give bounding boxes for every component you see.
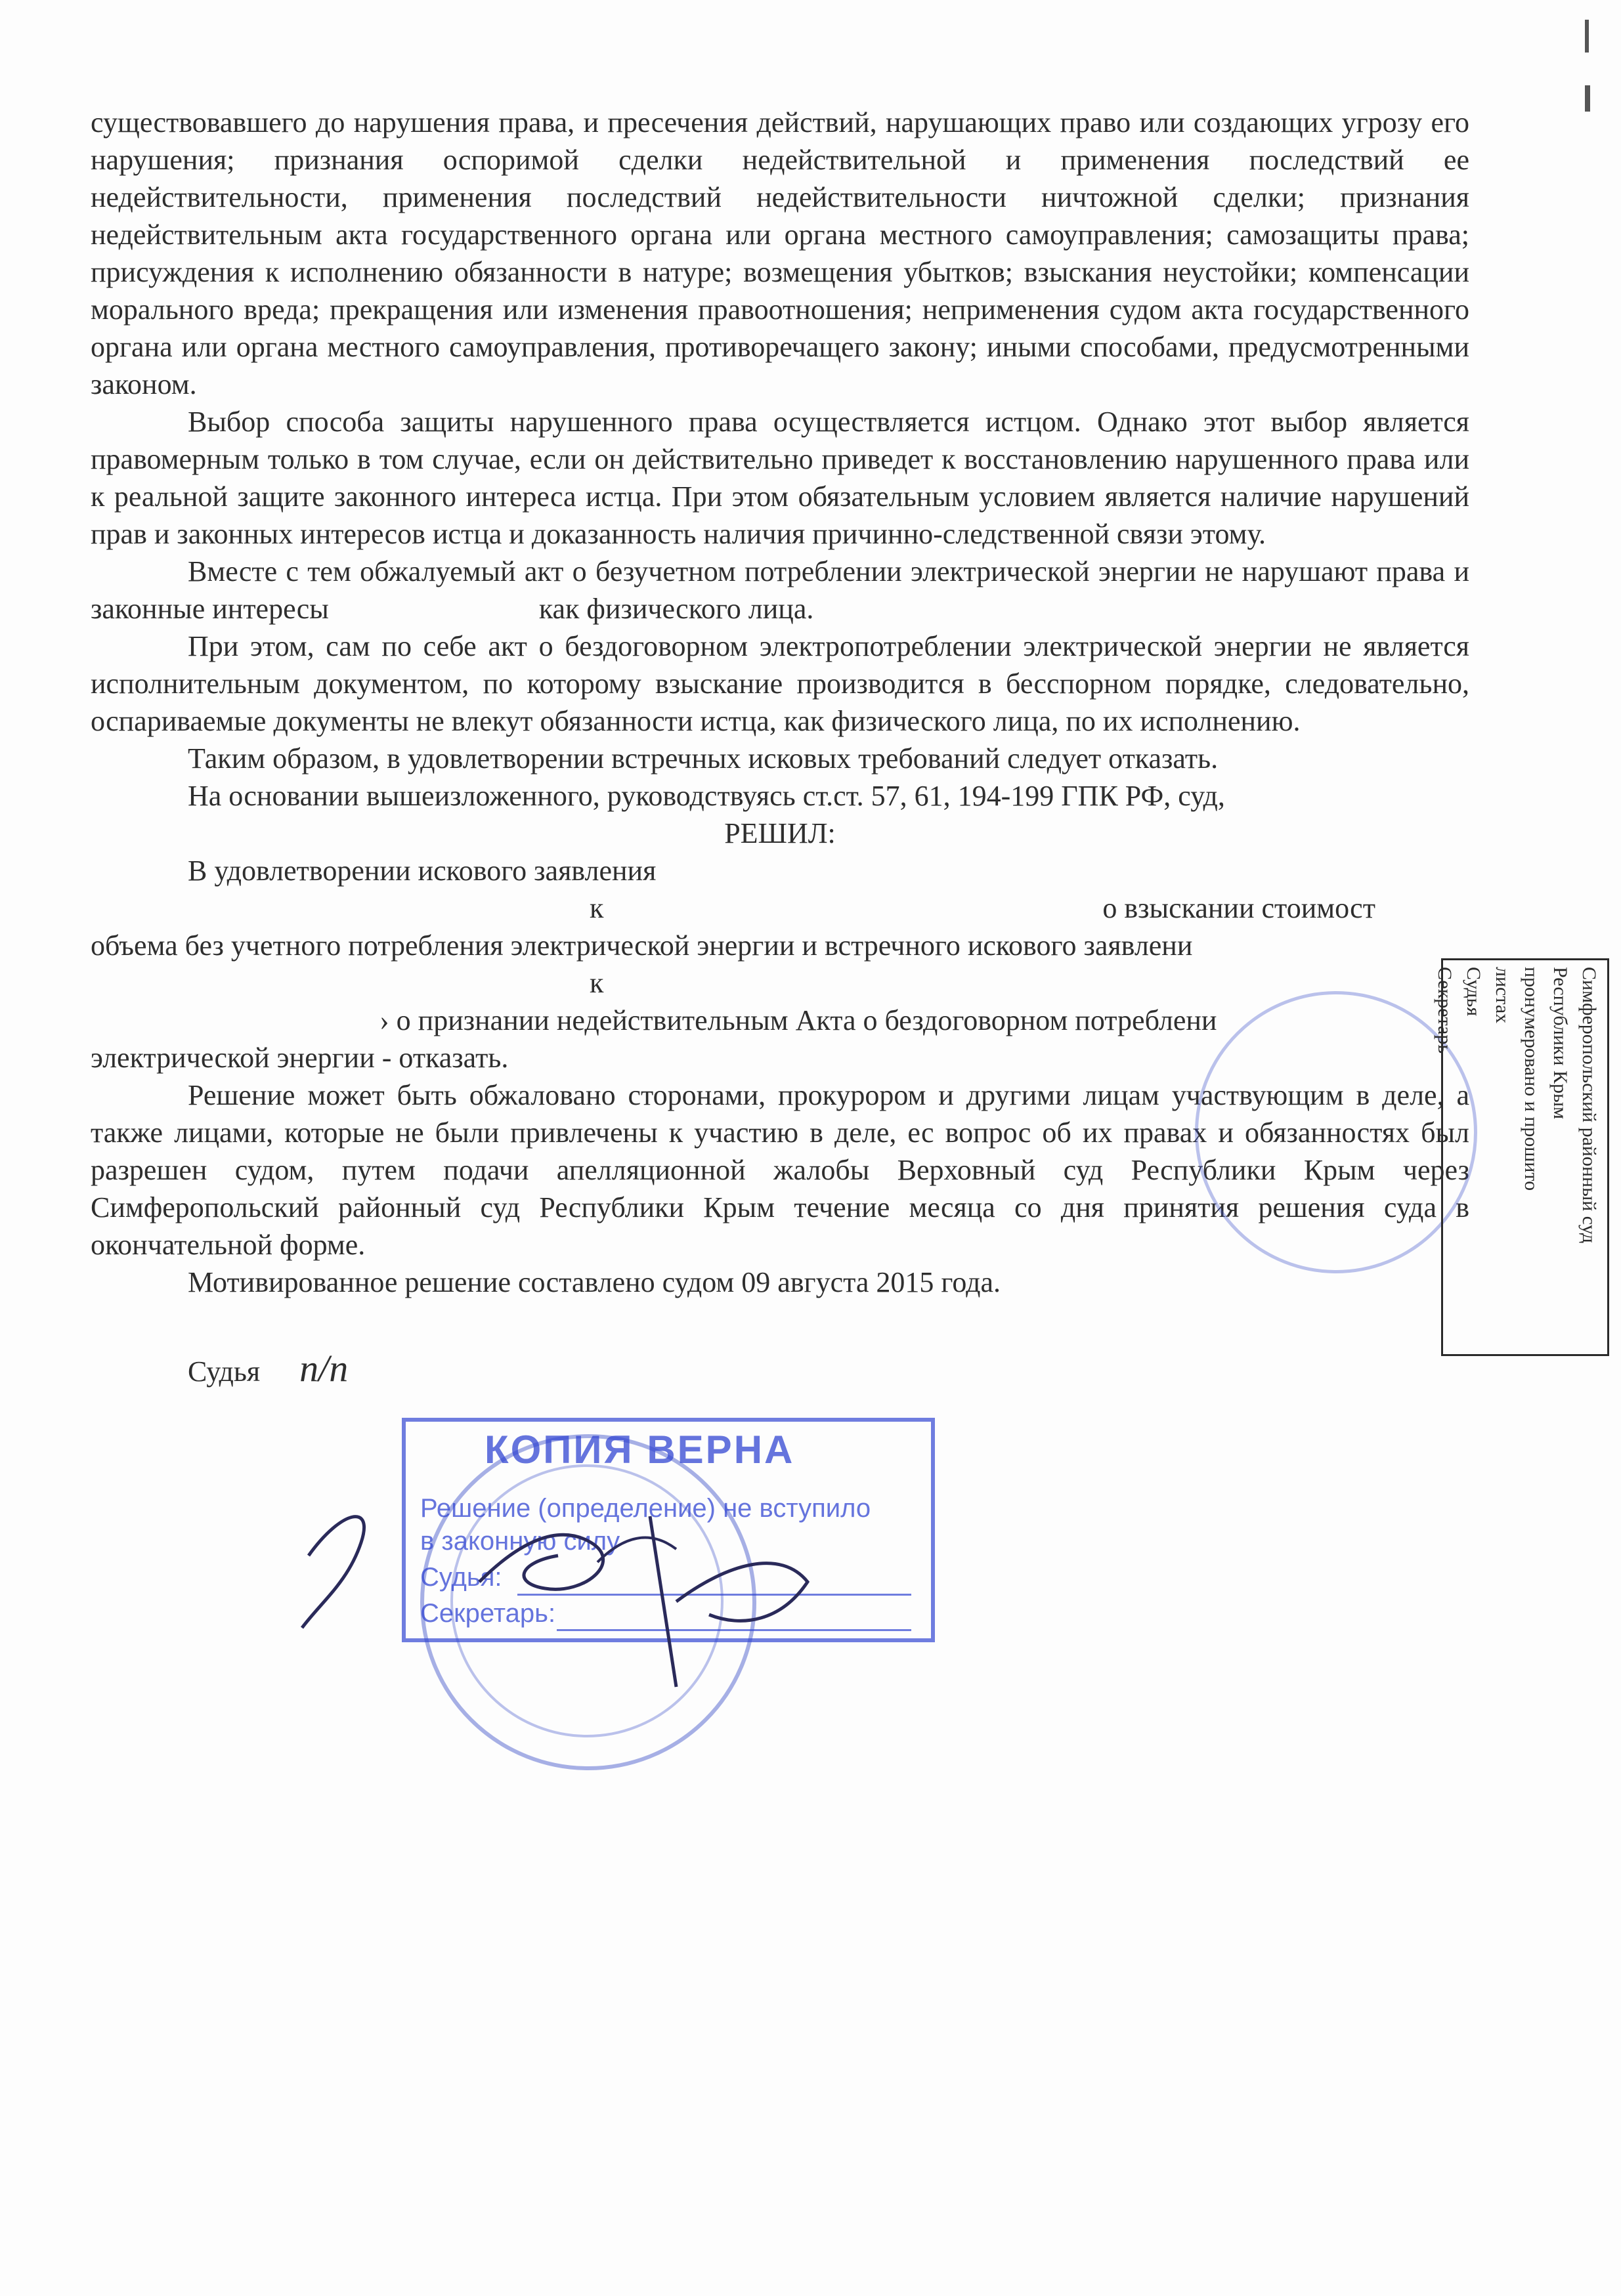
decision-k-1: к	[590, 892, 604, 924]
decision-line-1: В удовлетворении искового заявления	[188, 855, 657, 887]
court-stamp-line-6: Секретарь	[1434, 967, 1456, 1054]
signature-mark: п/п	[299, 1347, 349, 1390]
paragraph-5: Таким образом, в удовлетворении встречных исковых требований следует отказать.	[188, 742, 1219, 775]
court-filing-stamp-text	[1434, 960, 1607, 1354]
decision-line-2	[91, 889, 1469, 927]
court-stamp-line-3: пронумеровано и прошито	[1521, 967, 1542, 1191]
decision-heading: РЕШИЛ:	[724, 817, 836, 849]
paragraph-1: существовавшего до нарушения права, и пресечения действий, нарушающих право или создающих угрозу его нарушения; признания оспоримой сделки недействительной и применения последствий ее недействительности, применения последствий недействительности ничтожной сделки; признания недействительным акта государственного органа или органа местного самоуправления; самозащиты права; присуждения к исполнению обязанности в натуре; возмещения убытков; взыскания неустойки; компенсации морального вреда; прекращения или изменения правоотношения; неприменения судом акта государственного органа или органа местного самоуправления, противоречащего закону; иными способами, предусмотренными законом.	[91, 106, 1469, 400]
court-filing-stamp	[1434, 958, 1609, 1356]
paragraph-3-start: Вместе с тем обжалуемый акт о безучетном потреблении электрической энергии не нарушают права и законные интересы	[91, 555, 1469, 625]
paragraph-3-end: как физического лица.	[538, 593, 814, 625]
binding-marks	[1576, 13, 1602, 118]
court-stamp-line-4: листах	[1492, 967, 1513, 1024]
handwritten-signatures	[282, 1431, 873, 1707]
decision-line-5: электрической энергии - отказать.	[91, 1042, 509, 1074]
decision-line-3: объема без учетного потребления электрической энергии и встречного искового заявлени	[91, 929, 1193, 962]
decision-line-4-end: › о признании недействительным Акта о бездоговорном потреблени	[379, 1004, 1217, 1036]
signature-label: Судья	[188, 1355, 261, 1388]
court-stamp-line-1: Симферопольский районный суд	[1578, 967, 1600, 1244]
court-stamp-line-5: Судья	[1463, 967, 1484, 1017]
stamp-line-1: Решение (определение) не вступило	[420, 1494, 871, 1523]
decision-line-k2	[91, 964, 1469, 1002]
paragraph-6: На основании вышеизложенного, руководствуясь ст.ст. 57, 61, 194-199 ГПК РФ, суд,	[188, 780, 1225, 812]
stamp-secretary: Секретарь:	[420, 1599, 556, 1628]
stamp-judge: Судья:	[420, 1563, 502, 1592]
paragraph-4: При этом, сам по себе акт о бездоговорном электропотреблении электрической энергии не является исполнительным документом, по которому взыскание производится в бесспорном порядке, следовательно, оспариваемые документы не влекут обязанности истца, как физического лица, по их исполнению.	[91, 630, 1469, 737]
signature-line	[91, 1347, 1469, 1390]
stamp-title: КОПИЯ ВЕРНА	[485, 1428, 795, 1472]
decision-k-2: к	[590, 967, 604, 999]
decision-line-2-end: о взыскании стоимост	[1102, 892, 1375, 924]
paragraph-7: Решение может быть обжаловано сторонами, прокурором и другими лицам участвующим в деле, а также лицами, которые не были привлечены к участию в деле, ес вопрос об их правах и обязанностях был разрешен судом, путем подачи апелляционной жалобы Верховный суд Республики Крым через Симферопольский районный суд Республики Крым течение месяца со дня принятия решения суда в окончательной форме.	[91, 1079, 1469, 1261]
stamp-line-2: в законную силу	[420, 1527, 620, 1556]
court-stamp-line-2: Республики Крым	[1549, 967, 1571, 1120]
paragraph-8: Мотивированное решение составлено судом 09 августа 2015 года.	[188, 1266, 1001, 1298]
paragraph-3	[91, 553, 1469, 627]
paragraph-2: Выбор способа защиты нарушенного права осуществляется истцом. Однако этот выбор является правомерным только в том случае, если он действительно приведет к восстановлению нарушенного права или к реальной защите законного интереса истца. При этом обязательным условием является наличие нарушений прав и законных интересов истца и доказанность наличия причинно-следственной связи этому.	[91, 406, 1469, 550]
